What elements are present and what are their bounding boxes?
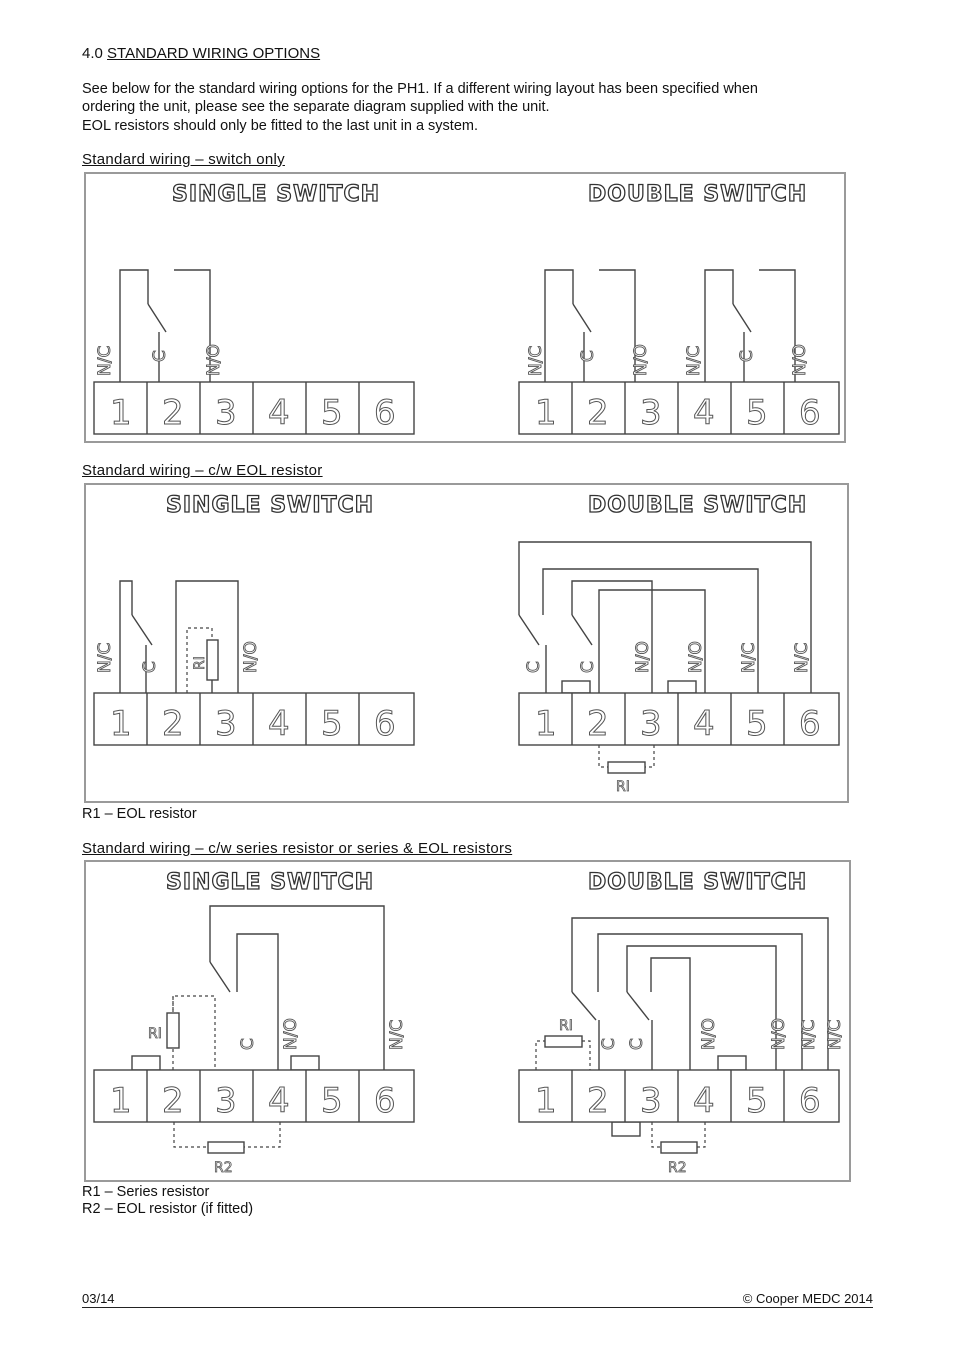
svg-text:C: C [140, 661, 160, 673]
svg-text:4: 4 [268, 704, 290, 744]
double-switch-title: DOUBLE SWITCH [588, 493, 808, 518]
svg-text:5: 5 [746, 393, 768, 433]
svg-text:RI: RI [192, 656, 208, 670]
svg-text:5: 5 [746, 704, 768, 744]
diagram-series [84, 860, 851, 1182]
svg-text:N/O: N/O [686, 641, 706, 673]
svg-text:3: 3 [215, 393, 237, 433]
footer-date: 03/14 [82, 1291, 115, 1306]
svg-text:N/C: N/C [526, 345, 546, 376]
svg-text:N/C: N/C [739, 642, 759, 673]
svg-text:4: 4 [268, 1081, 290, 1121]
terminal-block-double [519, 382, 839, 434]
svg-text:1: 1 [110, 393, 132, 433]
svg-text:3: 3 [640, 1081, 662, 1121]
intro-line-3: EOL resistors should only be fitted to the last unit in a system. [82, 118, 478, 134]
heading-switch-only: Standard wiring – switch only [82, 151, 285, 168]
svg-text:C: C [238, 1038, 258, 1050]
r1-label: RI [616, 779, 630, 795]
single-switch-title: SINGLE SWITCH [166, 493, 375, 518]
svg-text:5: 5 [321, 704, 343, 744]
svg-text:N/O: N/O [241, 641, 261, 673]
section-heading [82, 45, 320, 63]
diagram-switch-only [84, 172, 846, 443]
section-number: 4.0 [82, 45, 103, 62]
svg-text:N/O: N/O [769, 1018, 789, 1050]
r1-label-single: RI [148, 1026, 162, 1042]
svg-text:2: 2 [587, 704, 609, 744]
svg-text:3: 3 [215, 704, 237, 744]
svg-text:6: 6 [799, 1081, 821, 1121]
footer-divider [82, 1307, 873, 1308]
series-note-1: R1 – Series resistor [82, 1184, 210, 1200]
svg-text:1: 1 [535, 1081, 557, 1121]
svg-text:C: C [599, 1038, 619, 1050]
svg-text:3: 3 [640, 393, 662, 433]
double-switch-title: DOUBLE SWITCH [588, 182, 808, 207]
label-no: N/O [204, 344, 224, 376]
svg-text:N/C: N/C [387, 1019, 407, 1050]
svg-text:1: 1 [535, 704, 557, 744]
terminal-block-single [94, 693, 414, 745]
heading-series: Standard wiring – c/w series resistor or series & EOL resistors [82, 840, 513, 857]
svg-text:2: 2 [162, 704, 184, 744]
svg-text:N/O: N/O [631, 344, 651, 376]
svg-text:6: 6 [799, 393, 821, 433]
svg-text:6: 6 [374, 1081, 396, 1121]
eol-note: R1 – EOL resistor [82, 806, 197, 822]
svg-text:4: 4 [693, 1081, 715, 1121]
intro-line-2: ordering the unit, please see the separate diagram supplied with the unit. [82, 99, 550, 115]
svg-text:1: 1 [110, 704, 132, 744]
svg-text:N/O: N/O [790, 344, 810, 376]
svg-text:N/C: N/C [95, 642, 115, 673]
label-nc: N/C [95, 345, 115, 376]
r2-label-double: R2 [668, 1160, 687, 1176]
svg-text:5: 5 [746, 1081, 768, 1121]
svg-text:C: C [627, 1038, 647, 1050]
double-switch-title: DOUBLE SWITCH [588, 870, 808, 895]
svg-text:3: 3 [215, 1081, 237, 1121]
svg-text:N/C: N/C [684, 345, 704, 376]
svg-text:N/C: N/C [825, 1019, 845, 1050]
svg-text:4: 4 [693, 704, 715, 744]
svg-text:2: 2 [162, 1081, 184, 1121]
r1-label-double: RI [559, 1018, 573, 1034]
svg-text:C: C [737, 350, 757, 362]
svg-text:C: C [578, 350, 598, 362]
diagram-eol [84, 483, 849, 803]
svg-text:6: 6 [799, 704, 821, 744]
svg-text:3: 3 [640, 704, 662, 744]
svg-text:4: 4 [693, 393, 715, 433]
r2-label-single: R2 [214, 1160, 233, 1176]
svg-text:C: C [578, 661, 598, 673]
svg-text:6: 6 [374, 704, 396, 744]
svg-text:2: 2 [162, 393, 184, 433]
svg-text:5: 5 [321, 393, 343, 433]
intro-line-1: See below for the standard wiring options for the PH1. If a different wiring layout has been specified when [82, 81, 758, 97]
single-switch-title: SINGLE SWITCH [172, 182, 381, 207]
svg-text:1: 1 [110, 1081, 132, 1121]
svg-text:C: C [524, 661, 544, 673]
svg-text:6: 6 [374, 393, 396, 433]
section-title: STANDARD WIRING OPTIONS [107, 45, 321, 62]
terminal-block-single [94, 382, 414, 434]
svg-text:N/C: N/C [799, 1019, 819, 1050]
svg-text:2: 2 [587, 1081, 609, 1121]
label-c: C [150, 350, 170, 362]
terminal-block-double [519, 693, 839, 745]
svg-text:4: 4 [268, 393, 290, 433]
svg-text:5: 5 [321, 1081, 343, 1121]
svg-text:N/O: N/O [281, 1018, 301, 1050]
svg-text:1: 1 [535, 393, 557, 433]
single-switch-title: SINGLE SWITCH [166, 870, 375, 895]
svg-text:N/O: N/O [633, 641, 653, 673]
footer-copyright: © Cooper MEDC 2014 [742, 1291, 873, 1306]
svg-text:2: 2 [587, 393, 609, 433]
heading-eol: Standard wiring – c/w EOL resistor [82, 462, 323, 479]
series-note-2: R2 – EOL resistor (if fitted) [82, 1201, 254, 1217]
terminal-block-double [519, 1070, 839, 1122]
svg-text:N/C: N/C [792, 642, 812, 673]
svg-text:N/O: N/O [699, 1018, 719, 1050]
terminal-block-single [94, 1070, 414, 1122]
